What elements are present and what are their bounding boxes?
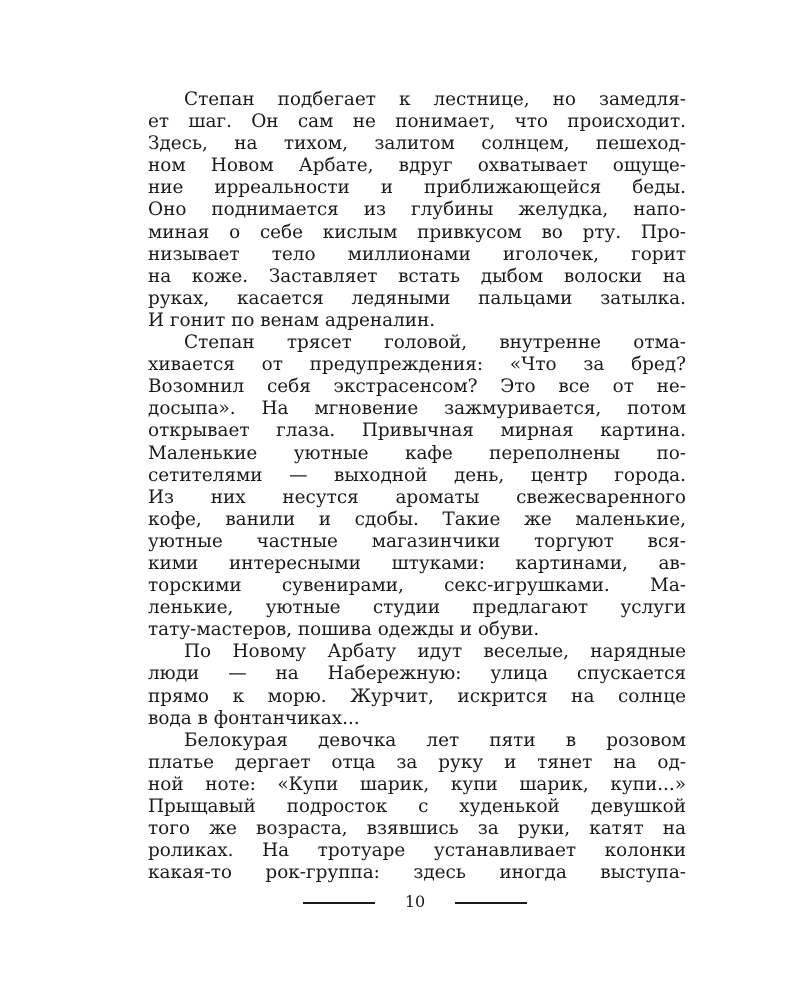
text-line: ет шаг. Он сам не понимает, что происходит.	[148, 111, 686, 133]
page-number: 10	[404, 892, 426, 911]
text-line: открывает глаза. Привычная мирная картина.	[148, 420, 686, 442]
text-line: Степан подбегает к лестнице, но замедля-	[184, 89, 686, 110]
text-line: какая-то рок-группа: здесь иногда выступа-	[148, 862, 686, 884]
text-line: низывает тело миллионами иголочек, горит	[148, 243, 686, 265]
text-line: ленькие, уютные студии предлагают услуги	[148, 597, 686, 619]
text-line: Маленькие уютные кафе переполнены по-	[148, 442, 686, 464]
text-line: прямо к морю. Журчит, искрится на солнце	[148, 685, 686, 707]
text-line: руках, касается ледяными пальцами затылка.	[148, 287, 686, 309]
text-line: досыпа». На мгновение зажмуривается, потом	[148, 398, 686, 420]
text-line: И гонит по венам адреналин.	[148, 309, 436, 331]
body-text	[148, 89, 686, 884]
page-footer	[0, 892, 800, 916]
text-line: торскими сувенирами, секс-игрушками. Ма-	[148, 575, 686, 597]
text-line: ние ирреальности и приближающейся беды.	[148, 177, 686, 199]
text-line: Степан трясет головой, внутренне отма-	[184, 332, 686, 354]
text-line: уютные частные магазинчики торгуют вся-	[148, 530, 686, 552]
text-line: вода в фонтанчиках...	[148, 707, 360, 729]
text-line: миная о себе кислым привкусом во рту. Про-	[148, 221, 686, 243]
text-line: Прыщавый подросток с худенькой девушкой	[148, 796, 686, 817]
text-line: платье дергает отца за руку и тянет на од-	[148, 751, 686, 773]
text-line: роликах. На тротуаре устанавливает колонки	[148, 840, 686, 862]
text-line: хивается от предупреждения: «Что за бред?	[148, 354, 686, 376]
text-line: ной ноте: «Купи шарик, купи шарик, купи...»	[148, 773, 686, 795]
text-line: кофе, ванили и сдобы. Такие же маленькие,	[148, 508, 686, 530]
text-line: ном Новом Арбате, вдруг охватывает ощуще-	[148, 155, 686, 177]
footer-rule-left	[303, 902, 375, 904]
text-line: Здесь, на тихом, залитом солнцем, пешеход-	[148, 133, 686, 155]
footer-rule-right	[455, 902, 527, 904]
text-line: Из них несутся ароматы свежесваренного	[148, 486, 686, 508]
text-line: По Новому Арбату идут веселые, нарядные	[184, 641, 686, 663]
text-line: того же возраста, взявшись за руки, катят на	[148, 818, 686, 840]
text-line: на коже. Заставляет встать дыбом волоски на	[148, 265, 686, 287]
text-line: кими интересными штуками: картинами, ав-	[148, 552, 686, 574]
text-line: тату-мастеров, пошива одежды и обуви.	[148, 619, 540, 641]
text-line: Оно поднимается из глубины желудка, напо-	[148, 199, 686, 221]
text-line: Белокурая девочка лет пяти в розовом	[184, 729, 686, 751]
text-line: Возомнил себя экстрасенсом? Это все от не-	[148, 376, 686, 398]
text-line: сетителями — выходной день, центр города.	[148, 464, 686, 486]
text-line: люди — на Набережную: улица спускается	[148, 663, 686, 685]
